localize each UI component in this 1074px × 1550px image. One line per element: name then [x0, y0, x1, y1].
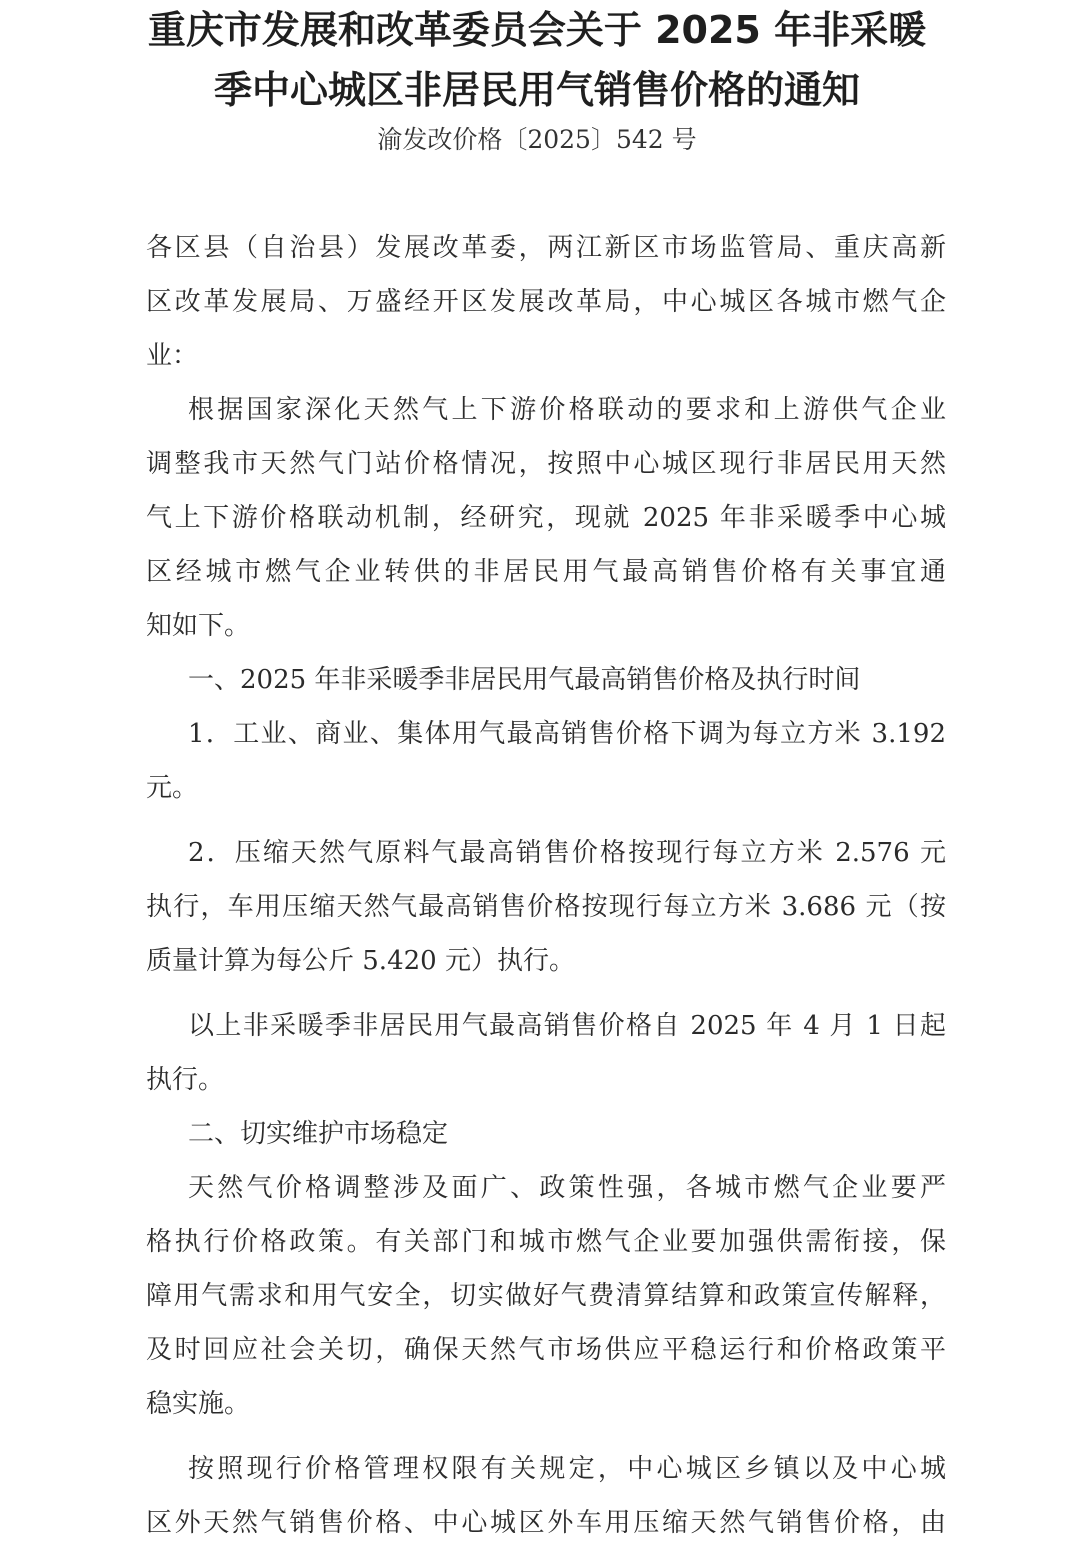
text-line: 执行，车用压缩天然气最高销售价格按现行每立方米 3.686 元（按 — [146, 892, 946, 922]
item-2-paragraph — [146, 826, 946, 988]
text-line: 气上下游价格联动机制，经研究，现就 2025 年非采暖季中心城 — [146, 503, 946, 533]
text-line: 区外天然气销售价格、中心城区外车用压缩天然气销售价格，由 — [146, 1508, 946, 1538]
text-line: 元。 — [146, 773, 199, 803]
section-heading-1 — [146, 653, 946, 707]
text-line: 2．压缩天然气原料气最高销售价格按现行每立方米 2.576 元 — [188, 838, 946, 868]
text-line: 知如下。 — [146, 611, 251, 641]
paragraph-gap — [146, 988, 946, 999]
effective-date-paragraph — [146, 999, 946, 1107]
document-number: 渝发改价格〔2025〕542 号 — [377, 125, 697, 154]
text-line: 1．工业、商业、集体用气最高销售价格下调为每立方米 3.192 — [188, 719, 946, 749]
document-title-line-2: 季中心城区非居民用气销售价格的通知 — [213, 68, 860, 112]
text-line: 各区县（自治县）发展改革委，两江新区市场监管局、重庆高新 — [146, 233, 946, 263]
text-line: 一、2025 年非采暖季非居民用气最高销售价格及执行时间 — [188, 665, 861, 695]
text-line: 以上非采暖季非居民用气最高销售价格自 2025 年 4 月 1 日起 — [188, 1011, 946, 1041]
item-1-paragraph — [146, 707, 946, 815]
pricing-authority-paragraph — [146, 1442, 946, 1550]
text-line: 质量计算为每公斤 5.420 元）执行。 — [146, 946, 575, 976]
section-heading-2 — [146, 1107, 946, 1161]
text-line: 稳实施。 — [146, 1389, 251, 1419]
text-line: 及时回应社会关切，确保天然气市场供应平稳运行和价格政策平 — [146, 1335, 946, 1365]
market-stability-paragraph — [146, 1161, 946, 1431]
document-title — [0, 0, 1074, 120]
text-line: 调整我市天然气门站价格情况，按照中心城区现行非居民用天然 — [146, 449, 946, 479]
text-line: 按照现行价格管理权限有关规定，中心城区乡镇以及中心城 — [188, 1454, 946, 1484]
text-line: 格执行价格政策。有关部门和城市燃气企业要加强供需衔接，保 — [146, 1227, 946, 1257]
text-line: 执行。 — [146, 1065, 225, 1095]
document-body — [146, 221, 946, 1550]
paragraph-gap — [146, 815, 946, 826]
text-line: 天然气价格调整涉及面广、政策性强，各城市燃气企业要严 — [188, 1173, 946, 1203]
text-line: 障用气需求和用气安全，切实做好气费清算结算和政策宣传解释， — [146, 1281, 946, 1311]
text-line: 区改革发展局、万盛经开区发展改革局，中心城区各城市燃气企 — [146, 287, 946, 317]
document-title-line-1: 重庆市发展和改革委员会关于 2025 年非采暖 — [147, 8, 927, 52]
text-line: 二、切实维护市场稳定 — [188, 1119, 449, 1149]
text-line: 区经城市燃气企业转供的非居民用气最高销售价格有关事宜通 — [146, 557, 946, 587]
salutation-paragraph — [146, 221, 946, 383]
paragraph-gap — [146, 1431, 946, 1442]
text-line: 业： — [146, 341, 199, 371]
text-line: 根据国家深化天然气上下游价格联动的要求和上游供气企业 — [188, 395, 946, 425]
intro-paragraph — [146, 383, 946, 653]
